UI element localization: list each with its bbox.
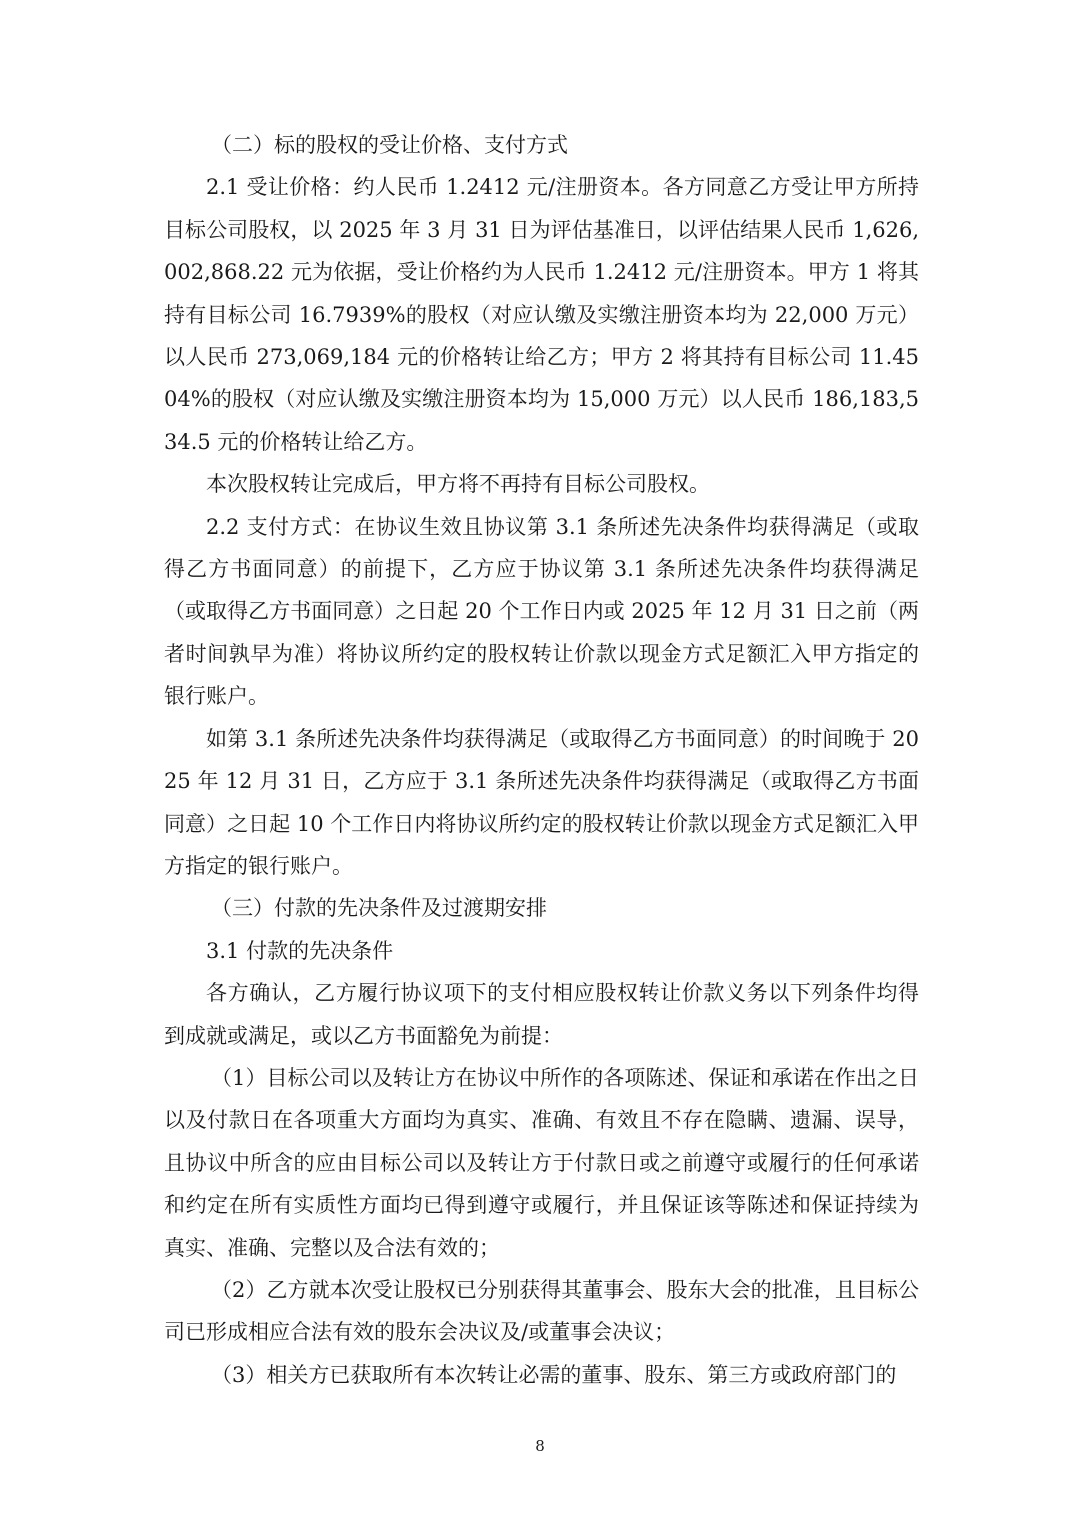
clause-2-2: 2.2 支付方式：在协议生效且协议第 3.1 条所述先决条件均获得满足（或取得乙方书面同意）的前提下，乙方应于协议第 3.1 条所述先决条件均获得满足（或取得乙方书面同意）之日起 20 个工作日内或 2025 年 12 月 31 日之前（两者时间孰早为准）将协议所约定的股权转让价款以现金方式足额汇入甲方指定的银行账户。 <box>164 514 919 709</box>
document-body <box>164 124 919 1396</box>
section-heading-3: （三）付款的先决条件及过渡期安排 <box>211 896 547 921</box>
condition-item-2: （2）乙方就本次受让股权已分别获得其董事会、股东大会的批准，且目标公司已形成相应合法有效的股东会决议及/或董事会决议； <box>164 1277 919 1345</box>
paragraph-transfer-complete: 本次股权转让完成后，甲方将不再持有目标公司股权。 <box>206 472 710 497</box>
clause-2-1: 2.1 受让价格：约人民币 1.2412 元/注册资本。各方同意乙方受让甲方所持目标公司股权，以 2025 年 3 月 31 日为评估基准日，以评估结果人民币 1,626,002,868.22 元为依据，受让价格约为人民币 1.2412 元/注册资本。甲方 1 将其持有目标公司 16.7939%的股权（对应认缴及实缴注册资本均为 22,000 万元）以人民币 273,069,184 元的价格转让给乙方；甲方 2 将其持有目标公司 11.4504%的股权（对应认缴及实缴注册资本均为 15,000 万元）以人民币 186,183,534.5 元的价格转让给乙方。 <box>164 175 919 454</box>
paragraph-parties-confirm: 各方确认，乙方履行协议项下的支付相应股权转让价款义务以下列条件均得到成就或满足，或以乙方书面豁免为前提： <box>164 981 919 1048</box>
section-heading-2: （二）标的股权的受让价格、支付方式 <box>211 133 568 157</box>
clause-3-1-title: 3.1 付款的先决条件 <box>206 938 394 963</box>
paragraph-late-condition: 如第 3.1 条所述先决条件均获得满足（或取得乙方书面同意）的时间晚于 2025 年 12 月 31 日，乙方应于 3.1 条所述先决条件均获得满足（或取得乙方书面同意）之日起 10 个工作日内将协议所约定的股权转让价款以现金方式足额汇入甲方指定的银行账户。 <box>164 726 919 878</box>
condition-item-3: （3）相关方已获取所有本次转让必需的董事、股东、第三方或政府部门的 <box>211 1362 897 1387</box>
page-number: 8 <box>535 1437 545 1455</box>
condition-item-1: （1）目标公司以及转让方在协议中所作的各项陈述、保证和承诺在作出之日以及付款日在各项重大方面均为真实、准确、有效且不存在隐瞒、遗漏、误导，且协议中所含的应由目标公司以及转让方于付款日或之前遵守或履行的任何承诺和约定在所有实质性方面均已得到遵守或履行，并且保证该等陈述和保证持续为真实、准确、完整以及合法有效的； <box>164 1065 919 1260</box>
